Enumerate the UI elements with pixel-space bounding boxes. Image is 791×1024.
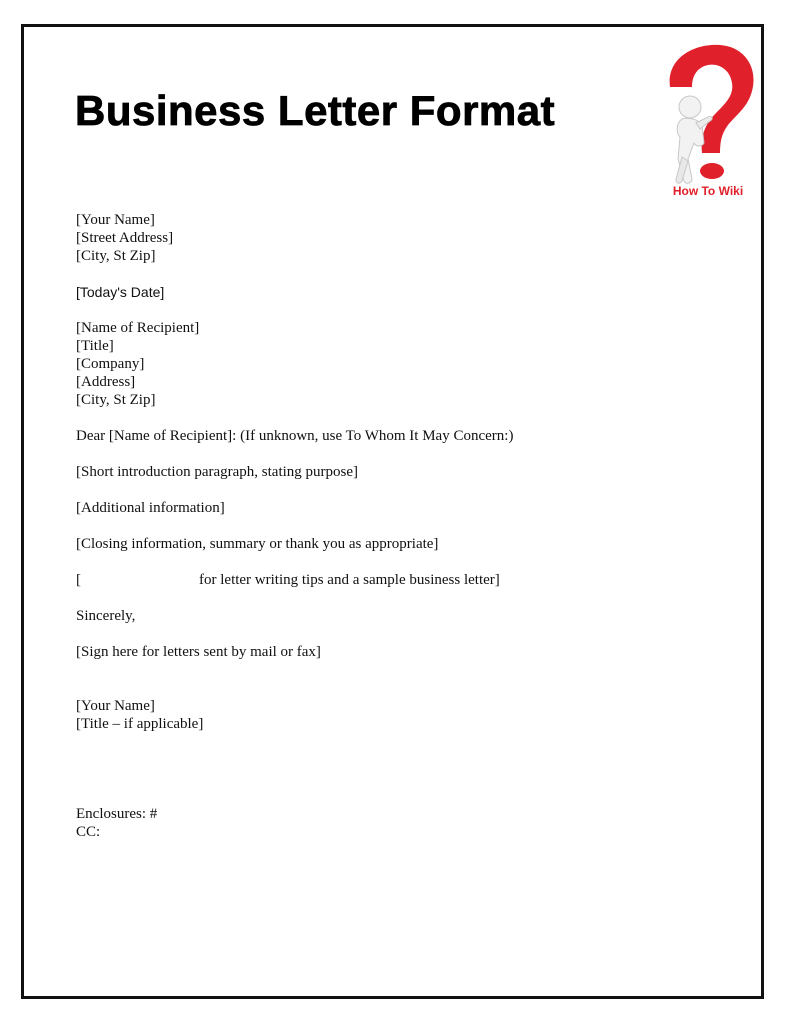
valediction <box>76 607 513 625</box>
page-frame <box>21 24 764 999</box>
tips-text: for letter writing tips and a sample business letter] <box>199 572 500 588</box>
footer-notes <box>76 805 513 841</box>
signer-block <box>76 697 513 733</box>
sender-street: [Street Address] <box>76 230 174 246</box>
sender-city: [City, St Zip] <box>76 248 156 264</box>
intro-paragraph <box>76 463 513 481</box>
recipient-address-line: [Address] <box>76 374 136 390</box>
closing-text: [Closing information, summary or thank you as appropriate] <box>76 536 439 552</box>
sender-name: [Your Name] <box>76 212 155 228</box>
intro-text: [Short introduction paragraph, stating purpose] <box>76 464 359 480</box>
signer-title: [Title – if applicable] <box>76 716 204 732</box>
recipient-city: [City, St Zip] <box>76 392 156 408</box>
signature-line <box>76 643 513 661</box>
logo-text: How To Wiki <box>672 184 744 198</box>
tips-bracket: [ <box>76 572 81 588</box>
recipient-address <box>76 319 513 409</box>
sender-address <box>76 211 513 265</box>
recipient-company: [Company] <box>76 356 145 372</box>
signature-text: [Sign here for letters sent by mail or fax] <box>76 644 321 660</box>
recipient-name: [Name of Recipient] <box>76 320 200 336</box>
closing-paragraph <box>76 535 513 553</box>
how-to-wiki-logo <box>658 39 758 198</box>
valediction-text: Sincerely, <box>76 608 136 624</box>
additional-text: [Additional information] <box>76 500 225 516</box>
additional-paragraph <box>76 499 513 517</box>
enclosures-text: Enclosures: # <box>76 806 158 822</box>
letter-body <box>76 211 513 841</box>
page-title: Business Letter Format <box>75 87 556 134</box>
recipient-title: [Title] <box>76 338 114 354</box>
letter-date <box>76 283 513 301</box>
cc-text: CC: <box>76 824 101 840</box>
signer-name: [Your Name] <box>76 698 155 714</box>
salutation-text: Dear [Name of Recipient]: (If unknown, use To Whom It May Concern:) <box>76 428 514 444</box>
date-text: [Today's Date] <box>76 284 165 300</box>
tips-line <box>76 571 513 589</box>
salutation <box>76 427 513 445</box>
question-mark-icon <box>658 39 758 189</box>
